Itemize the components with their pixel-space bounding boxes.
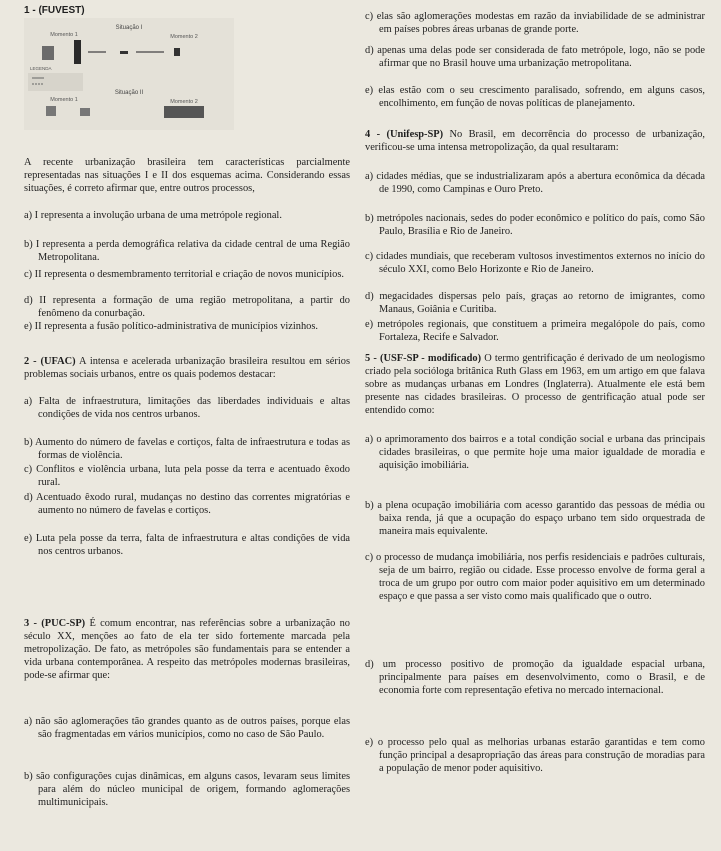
- diagram-dash: [120, 51, 128, 54]
- q5-option-b[interactable]: b) a plena ocupação imobiliária com acesso garantido das pessoas de média ou baixa renda, já que a ocupação do espaço urbano tem sido orquestrada de maneira mais equivalente.: [365, 500, 705, 538]
- q1-header: 1 - (FUVEST): [24, 5, 85, 16]
- q4-option-c[interactable]: c) cidades mundiais, que receberam vultosos investimentos externos no início do século XXI, como Belo Horizonte e Rio de Janeiro.: [365, 251, 705, 276]
- q1-option-a[interactable]: a) I representa a involução urbana de uma metrópole regional.: [24, 210, 282, 221]
- q1-option-c[interactable]: c) II representa o desmembramento territorial e criação de novos municípios.: [24, 269, 344, 280]
- diagram-legend-title: LEGENDA: [30, 66, 52, 71]
- q3-option-c[interactable]: c) elas são aglomerações modestas em razão da inviabilidade de se administrar em países pobres áreas urbanas de grande porte.: [365, 11, 705, 36]
- urbanization-diagram: [24, 18, 234, 130]
- q1-option-d[interactable]: d) II representa a formação de uma região metropolitana, a partir do fenômeno da conurbação.: [24, 295, 350, 320]
- q4-block: [365, 128, 705, 154]
- q2-option-b[interactable]: b) Aumento do número de favelas e cortiços, falta de infraestrutura e todas as formas de violência.: [24, 437, 350, 462]
- q2-option-d[interactable]: d) Acentuado êxodo rural, mudanças no destino das correntes migratórias e aumento no número de favelas e cortiços.: [24, 492, 350, 517]
- diagram-city-block: [42, 46, 54, 60]
- diagram-city-b: [80, 108, 90, 116]
- q3-option-b[interactable]: b) são configurações cujas dinâmicas, em alguns casos, levaram seus limites para além do núcleo municipal de origem, formando aglomerações multimunicipais.: [24, 771, 350, 809]
- diagram-moment1-bottom-label: Momento 1: [50, 97, 78, 103]
- q4-option-d[interactable]: d) megacidades dispersas pelo país, graças ao retorno de imigrantes, como Manaus, Goiânia e Curitiba.: [365, 291, 705, 316]
- diagram-legend-box: [28, 73, 83, 91]
- q5-option-a[interactable]: a) o aprimoramento dos bairros e a total condição social e urbana das principais cidades brasileiras, o que permite hoje uma maior igualdade de moradia e aquisição imobiliária.: [365, 434, 705, 472]
- q2-option-e[interactable]: e) Luta pela posse da terra, falta de infraestrutura e altas condições de vida nos centros urbanos.: [24, 533, 350, 558]
- q3-option-e[interactable]: e) elas estão com o seu crescimento paralisado, sofrendo, em alguns casos, encolhimento, em função de novas políticas de planejamento.: [365, 85, 705, 110]
- diagram-conurbation: [164, 106, 204, 118]
- q1-option-b[interactable]: b) I representa a perda demográfica relativa da cidade central de uma Região Metropolitana.: [24, 239, 350, 264]
- q5-header: 5 - (USF-SP - modificado): [365, 353, 482, 364]
- diagram-city-small: [174, 48, 180, 56]
- q1-stem: A recente urbanização brasileira tem características parcialmente representadas nas situações I e II dos esquemas acima. Considerando essas situações, é correto afirmar que, entre outros processos,: [24, 157, 350, 195]
- q4-option-e[interactable]: e) metrópoles regionais, que constituem a primeira megalópole do país, como Fortaleza, Recife e Salvador.: [365, 319, 705, 344]
- q3-option-d[interactable]: d) apenas uma delas pode ser considerada de fato metrópole, logo, não se pode afirmar que no Brasil houve uma urbanização metropolitana.: [365, 45, 705, 70]
- q5-stem: O termo gentrificação é derivado de um neologismo criado pela socióloga britânica Ruth Glass em 1963, em um artigo em que falava sobre as mudanças urbanas em Londres (Inglaterra). Atualmente ele está bem presente nas cidades brasileiras. O processo de gentrificação atual pode ser entendido como:: [365, 353, 705, 417]
- diagram-city-a: [46, 106, 56, 116]
- q4-header: 4 - (Unifesp-SP): [365, 129, 444, 140]
- diagram-moment2-top-label: Momento 2: [170, 34, 198, 40]
- diagram-moment2-bottom-label: Momento 2: [170, 99, 198, 105]
- q5-option-c[interactable]: c) o processo de mudança imobiliária, nos perfis residenciais e padrões culturais, seja de um bairro, região ou cidade. Esse processo envolve de forma geral a troca de um grupo por outro com maior poder aquisitivo em um determinado espaço e que passa a ser visto como mais qualificado que o outro.: [365, 552, 705, 603]
- q3-stem: É comum encontrar, nas referências sobre a urbanização no século XX, menções ao fato de ela ter sido fortemente marcada pela metropolização. De fato, as metrópoles são fundamentais para se entender a vida urbana contemporânea. A respeito das metrópoles modernas brasileiras, pode-se afirmar que:: [24, 618, 350, 682]
- q1-option-e[interactable]: e) II representa a fusão político-administrativa de municípios vizinhos.: [24, 321, 319, 332]
- q5-block: [365, 352, 705, 417]
- diagram-moment1-top-label: Momento 1: [50, 32, 78, 38]
- q5-option-e[interactable]: e) o processo pelo qual as melhorias urbanas estarão garantidas e tem como função principal a desapropriação das áreas para construção de moradias para a população de menor poder aquisitivo.: [365, 737, 705, 775]
- q2-stem: A intensa e acelerada urbanização brasileira resultou em sérios problemas sociais urbanos, entre os quais podemos destacar:: [24, 356, 351, 381]
- q2-option-a[interactable]: a) Falta de infraestrutura, limitações das liberdades individuais e altas condições de vida nos centros urbanos.: [24, 396, 350, 421]
- q5-option-d[interactable]: d) um processo positivo de promoção da igualdade espacial urbana, principalmente para países em desenvolvimento, como o Brasil, e de economia forte com representação efetiva no mercado internacional.: [365, 659, 705, 697]
- q2-option-c[interactable]: c) Conflitos e violência urbana, luta pela posse da terra e acentuado êxodo rural.: [24, 464, 350, 489]
- q4-option-b[interactable]: b) metrópoles nacionais, sedes do poder econômico e político do país, como São Paulo, Brasília e Rio de Janeiro.: [365, 213, 705, 238]
- q2-block: [24, 355, 350, 381]
- q3-block: [24, 617, 350, 682]
- q4-option-a[interactable]: a) cidades médias, que se industrializaram após a abertura econômica da década de 1990, como Campinas e Ouro Preto.: [365, 171, 705, 196]
- q3-header: 3 - (PUC-SP): [24, 618, 86, 629]
- diagram-city-core: [74, 40, 81, 64]
- diagram-situation-1-label: Situação I: [115, 25, 143, 31]
- q4-stem: No Brasil, em decorrência do processo de urbanização, verificou-se uma intensa metropolização, da qual resultaram:: [365, 129, 705, 154]
- q3-option-a[interactable]: a) não são aglomerações tão grandes quanto as de outros países, porque elas são fragmentadas em vários municípios, como no caso de São Paulo.: [24, 716, 350, 741]
- diagram-situation-2-label: Situação II: [114, 90, 144, 96]
- q2-header: 2 - (UFAC): [24, 356, 76, 367]
